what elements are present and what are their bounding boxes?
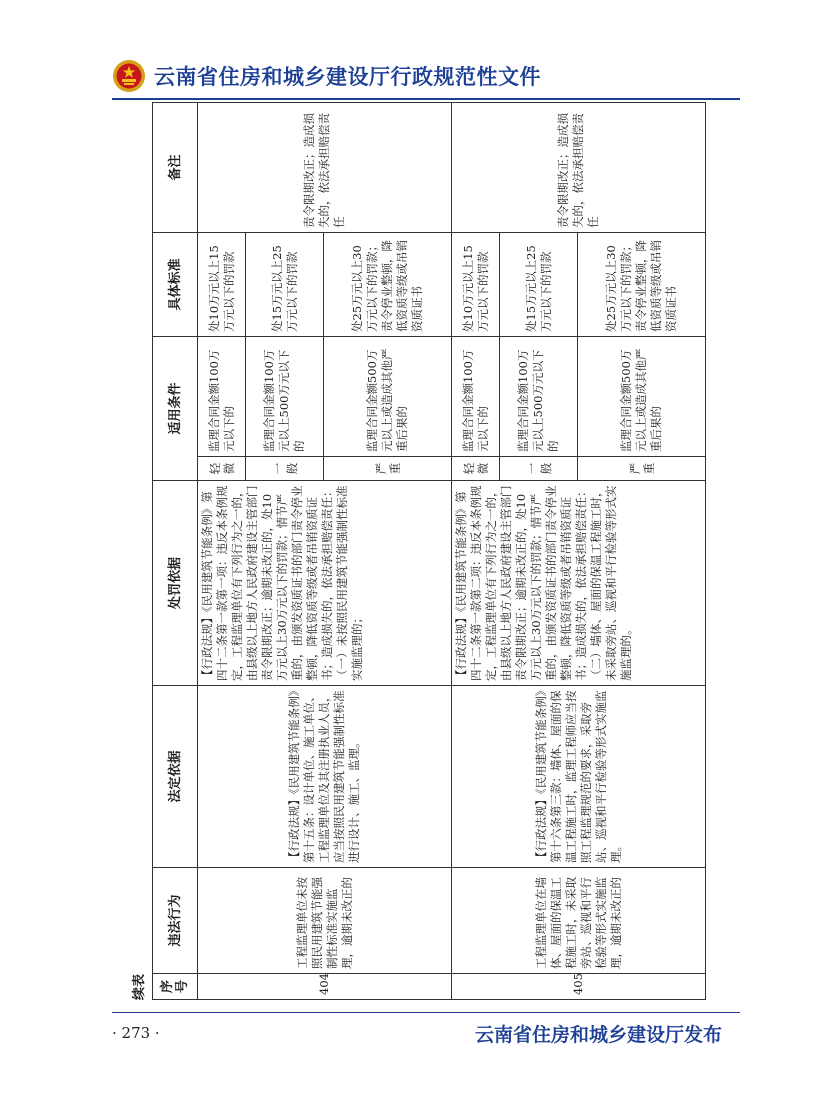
rotated-content	[130, 103, 740, 1000]
page-header	[112, 56, 712, 96]
table-row	[452, 102, 500, 999]
row-violation: 工程监理单位未按照民用建筑节能强制性标准实施监理，逾期未改正的	[198, 868, 452, 974]
penalty-table	[152, 102, 706, 1000]
level-label: 一般	[246, 457, 324, 481]
column-header-standard: 具体标准	[153, 232, 198, 336]
condition-cell: 监理合同金额500万元以上或造成其他严重后果的	[324, 336, 452, 456]
rotated-table-area	[130, 103, 740, 1000]
standard-cell: 处25万元以上30万元以下的罚款；责令停业整顿，降低资质等级或吊销资质证书	[578, 232, 706, 336]
national-emblem-icon	[112, 59, 146, 93]
header-title: 云南省住房和城乡建设厅行政规范性文件	[154, 65, 541, 89]
column-header-note: 备注	[153, 102, 198, 232]
note-cell: 责令限期改正；造成损失的，依法承担赔偿责任	[198, 102, 452, 232]
condition-cell: 监理合同金额100万元以下的	[198, 336, 246, 456]
level-label: 严重	[324, 457, 452, 481]
row-penalty-basis	[452, 481, 706, 686]
level-label: 轻微	[452, 457, 500, 481]
basis-paragraph: 【行政法规】《民用建筑节能条例》第四十二条第一款第二项：违反本条例规定，工程监理单位有下列行为之一的，由县级以上地方人民政府建设主管部门责令限期改正；逾期未改正的，处10万元以上30万元以下的罚款；情节严重的，由颁发资质证书的部门责令停业整顿，降低资质等级或者吊销资质证书；造成损失的，依法承担赔偿责任：	[454, 485, 588, 681]
row-seq: 404	[198, 974, 452, 1000]
standard-cell: 处15万元以上25万元以下的罚款	[500, 232, 578, 336]
condition-cell: 监理合同金额500万元以上或造成其他严重后果的	[578, 336, 706, 456]
column-header-condition: 适用条件	[153, 336, 198, 480]
row-penalty-basis	[198, 481, 452, 686]
condition-cell: 监理合同金额100万元以下的	[452, 336, 500, 456]
standard-cell: 处15万元以上25万元以下的罚款	[246, 232, 324, 336]
basis-paragraph: （二）墙体、屋面的保温工程施工时，未采取旁站、巡视和平行检验等形式实施监理的。	[589, 485, 633, 681]
condition-cell: 监理合同金额100万元以上500万元以下的	[500, 336, 578, 456]
standard-cell: 处10万元以上15万元以下的罚款	[452, 232, 500, 336]
continued-label: 续表	[132, 973, 147, 1000]
column-header-basis: 处罚依据	[153, 481, 198, 686]
table-header-row	[153, 102, 198, 999]
row-legal-basis: 【行政法规】《民用建筑节能条例》第十五条：设计单位、施工单位、工程监理单位及其注册执业人员，应当按照民用建筑节能强制性标准进行设计、施工、监理。	[198, 686, 452, 868]
row-legal-basis: 【行政法规】《民用建筑节能条例》第十六条第三款：墙体、屋面的保温工程施工时，监理工程师应当按照工程监理规范的要求，采取旁站、巡视和平行检验等形式实施监理。	[452, 686, 706, 868]
page-number: · 273 ·	[112, 1024, 160, 1042]
column-header-seq: 序号	[153, 974, 198, 1000]
basis-paragraph: 【行政法规】《民用建筑节能条例》第四十二条第一款第一项：违反本条例规定，工程监理单位有下列行为之一的，由县级以上地方人民政府建设主管部门责令限期改正；逾期未改正的，处10万元以上30万元以下的罚款；情节严重的，由颁发资质证书的部门责令停业整顿，降低资质等级或者吊销资质证书；造成损失的，依法承担赔偿责任：	[200, 485, 334, 681]
note-cell: 责令限期改正；造成损失的，依法承担赔偿责任	[452, 102, 706, 232]
level-label: 严重	[578, 457, 706, 481]
header-divider	[112, 98, 740, 100]
standard-cell: 处10万元以上15万元以下的罚款	[198, 232, 246, 336]
footer-publisher: 云南省住房和城乡建设厅发布	[474, 1024, 722, 1046]
footer-divider	[112, 1012, 740, 1013]
standard-cell: 处25万元以上30万元以下的罚款；责令停业整顿，降低资质等级或吊销资质证书	[324, 232, 452, 336]
column-header-act: 违法行为	[153, 868, 198, 974]
table-row	[198, 102, 246, 999]
level-label: 一般	[500, 457, 578, 481]
row-violation: 工程监理单位在墙体、屋面的保温工程施工时，未采取旁站、巡视和平行检验等形式实施监理，逾期未改正的	[452, 868, 706, 974]
condition-cell: 监理合同金额100万元以上500万元以下的	[246, 336, 324, 456]
level-label: 轻微	[198, 457, 246, 481]
basis-paragraph: （一）未按照民用建筑节能强制性标准实施监理的；	[335, 485, 364, 681]
row-seq: 405	[452, 974, 706, 1000]
column-header-legal: 法定依据	[153, 686, 198, 868]
